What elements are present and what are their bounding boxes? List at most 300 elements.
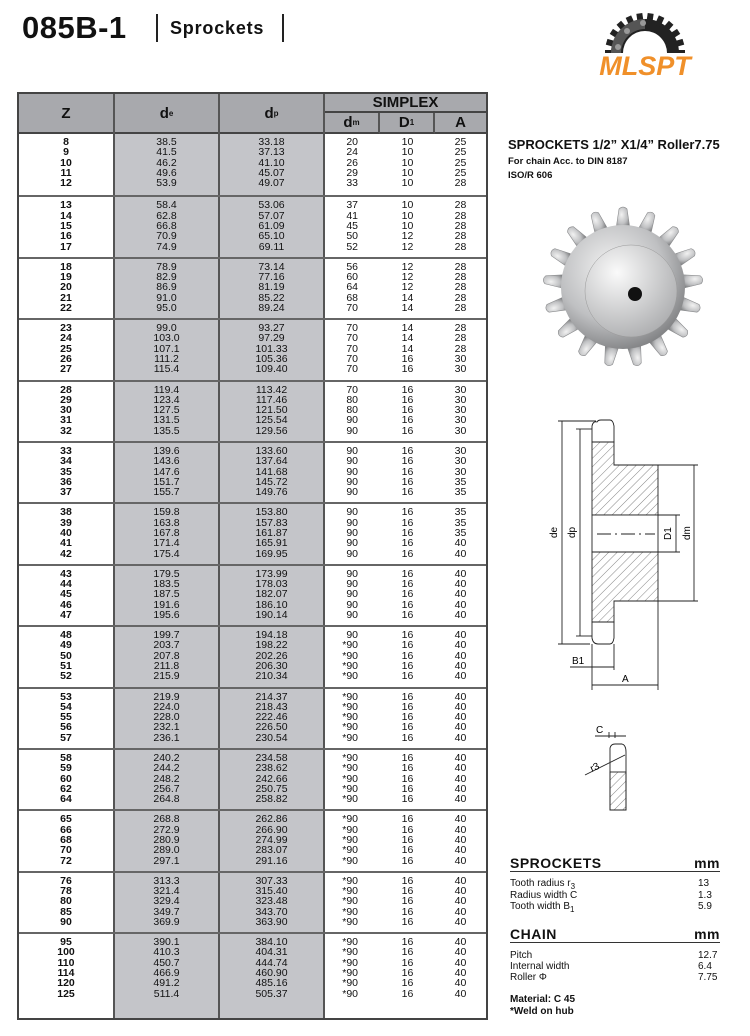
- cell-dm: 90: [346, 578, 358, 591]
- cell-z: 114: [57, 967, 75, 980]
- cell-d1: 16: [401, 608, 414, 621]
- cell-dp: 145.72: [255, 475, 288, 488]
- cell-dm: 90: [346, 598, 358, 611]
- spec-label: Roller Φ: [510, 972, 547, 983]
- cell-de: 207.8: [153, 649, 180, 662]
- cell-z: 65: [60, 813, 72, 826]
- cell-dp: 45.07: [258, 166, 285, 179]
- cell-a: 30: [454, 455, 467, 468]
- cell-z: 19: [60, 271, 72, 284]
- cell-a: 40: [454, 537, 467, 550]
- column-a-cells: [435, 569, 486, 620]
- column-de-cells: [115, 446, 218, 497]
- cell-dp: 109.40: [255, 363, 288, 376]
- cell-de: 127.5: [153, 404, 180, 417]
- column-a-cells: [435, 323, 486, 374]
- cell-a: 30: [454, 424, 467, 437]
- cell-dp: 165.91: [255, 537, 288, 550]
- cell-d1: 16: [401, 506, 414, 519]
- cell-d1: 14: [401, 342, 414, 355]
- cell-dm: *90: [342, 915, 358, 928]
- spec-label: Internal width: [510, 961, 570, 972]
- cell-dp: 363.90: [255, 915, 288, 928]
- cell-dp: 190.14: [255, 608, 288, 621]
- cell-a: 28: [454, 240, 467, 253]
- column-dm-cells: [325, 753, 380, 804]
- cell-dm: 60: [346, 271, 358, 284]
- cell-de: 58.4: [156, 199, 177, 212]
- cell-d1: 10: [401, 209, 414, 222]
- cell-dp: 77.16: [258, 271, 285, 284]
- chain-spec-heading: [510, 926, 720, 943]
- cell-dm: *90: [342, 660, 358, 673]
- cell-de: 369.9: [153, 915, 180, 928]
- divider: [156, 14, 158, 42]
- cell-dp: 73.14: [258, 260, 285, 273]
- cell-de: 70.9: [156, 230, 177, 243]
- cell-dm: *90: [342, 721, 358, 734]
- cell-dm: 90: [346, 455, 358, 468]
- cell-de: 264.8: [153, 793, 180, 806]
- cell-de: 240.2: [153, 752, 180, 764]
- cell-d1: 16: [401, 711, 414, 724]
- column-dp-cells: [220, 262, 323, 313]
- page-title: 085B-1: [22, 10, 127, 45]
- cell-dm: *90: [342, 967, 358, 980]
- label-de: de: [549, 526, 560, 538]
- cell-dm: 29: [346, 166, 358, 179]
- cell-d1: 10: [401, 156, 414, 169]
- column-dp-cells: [220, 323, 323, 374]
- cell-d1: 14: [401, 301, 414, 314]
- cell-a: 40: [454, 885, 467, 898]
- column-d1-cells: [380, 262, 435, 313]
- column-de-cells: [115, 814, 218, 865]
- cell-z: 25: [60, 342, 72, 355]
- cell-dm: 90: [346, 465, 358, 478]
- cell-dm: *90: [342, 833, 358, 846]
- cell-d1: 16: [401, 772, 414, 785]
- column-de-cells: [115, 137, 218, 188]
- cell-de: 147.6: [153, 465, 180, 478]
- cell-de: 167.8: [153, 526, 180, 539]
- cell-z: 52: [60, 670, 72, 683]
- cell-d1: 16: [401, 967, 414, 980]
- column-dp-cells: [220, 446, 323, 497]
- cell-de: 466.9: [153, 967, 180, 980]
- cell-dm: *90: [342, 987, 358, 1000]
- cell-dm: *90: [342, 946, 358, 959]
- cell-de: 219.9: [153, 690, 180, 703]
- cell-de: 179.5: [153, 567, 180, 580]
- cell-dm: 70: [346, 353, 358, 366]
- cell-z: 59: [60, 762, 72, 775]
- spec-value: 7.75: [698, 972, 718, 983]
- cross-section-diagram: [540, 400, 740, 820]
- cell-dp: 485.16: [255, 977, 288, 990]
- column-d1-cells: [380, 137, 435, 188]
- cell-z: 13: [60, 199, 72, 212]
- column-z-cells: [19, 814, 113, 865]
- column-z-cells: [19, 507, 113, 558]
- cell-de: 139.6: [153, 445, 180, 457]
- cell-dm: 41: [346, 209, 358, 222]
- cell-dp: 65.10: [258, 230, 285, 243]
- cell-z: 48: [60, 629, 72, 642]
- cell-a: 40: [454, 772, 467, 785]
- cell-d1: 16: [401, 915, 414, 928]
- cell-d1: 16: [401, 475, 414, 488]
- row-group: [19, 809, 486, 872]
- column-de-cells: [115, 630, 218, 681]
- mlspt-logo: [585, 8, 705, 80]
- column-a-cells: [435, 876, 486, 927]
- cell-de: 199.7: [153, 629, 180, 642]
- cell-d1: 16: [401, 844, 414, 857]
- cell-d1: 16: [401, 414, 414, 427]
- cell-dp: 41.10: [258, 156, 285, 169]
- row-group: [19, 564, 486, 627]
- column-z-cells: [19, 262, 113, 313]
- cell-z: 78: [60, 885, 72, 898]
- cell-z: 17: [60, 240, 72, 253]
- cell-dm: 90: [346, 537, 358, 550]
- cell-a: 40: [454, 752, 467, 764]
- cell-dm: 90: [346, 475, 358, 488]
- cell-a: 40: [454, 936, 467, 949]
- header-a-label: A: [455, 114, 466, 131]
- row-group: [19, 687, 486, 750]
- cell-de: 135.5: [153, 424, 180, 437]
- spec-value: 5.9: [698, 901, 712, 912]
- cell-de: 131.5: [153, 414, 180, 427]
- cell-z: 39: [60, 516, 72, 529]
- cell-dp: 121.50: [255, 404, 288, 417]
- spec-value: 12.7: [698, 950, 718, 961]
- cell-z: 42: [60, 547, 72, 560]
- column-dp-cells: [220, 876, 323, 927]
- cell-d1: 16: [401, 793, 414, 806]
- cell-de: 390.1: [153, 936, 180, 949]
- cell-dp: 291.16: [255, 854, 288, 867]
- cell-dp: 198.22: [255, 639, 288, 652]
- cell-a: 40: [454, 987, 467, 1000]
- cell-d1: 16: [401, 526, 414, 539]
- cell-z: 43: [60, 567, 72, 580]
- column-a-cells: [435, 200, 486, 251]
- cell-dm: *90: [342, 649, 358, 662]
- cell-dp: 505.37: [255, 987, 288, 1000]
- spec-label: Tooth width $B_1$: [510, 901, 575, 914]
- cell-a: 35: [454, 475, 467, 488]
- cell-dp: 226.50: [255, 721, 288, 734]
- cell-dm: *90: [342, 782, 358, 795]
- cell-dm: *90: [342, 844, 358, 857]
- cell-dp: 343.70: [255, 905, 288, 918]
- column-z-cells: [19, 692, 113, 743]
- cell-d1: 10: [401, 199, 414, 212]
- column-de-cells: [115, 262, 218, 313]
- cell-d1: 16: [401, 353, 414, 366]
- cell-de: 86.9: [156, 281, 177, 294]
- cell-dm: *90: [342, 823, 358, 836]
- cell-z: 70: [60, 844, 72, 857]
- cell-dm: 80: [346, 393, 358, 406]
- cell-a: 40: [454, 578, 467, 591]
- cell-de: 491.2: [153, 977, 180, 990]
- cell-a: 30: [454, 383, 467, 396]
- cell-a: 35: [454, 506, 467, 519]
- cell-de: 321.4: [153, 885, 180, 898]
- spec-label: Radius width C: [510, 890, 578, 901]
- cell-z: 49: [60, 639, 72, 652]
- cell-z: 34: [60, 455, 72, 468]
- column-dp-cells: [220, 137, 323, 188]
- cell-dp: 238.62: [255, 762, 288, 775]
- cell-d1: 16: [401, 874, 414, 887]
- column-dm-cells: [325, 692, 380, 743]
- cell-d1: 12: [401, 260, 414, 273]
- cell-d1: 16: [401, 936, 414, 949]
- column-z-cells: [19, 630, 113, 681]
- column-z-cells: [19, 569, 113, 620]
- column-d1-cells: [380, 569, 435, 620]
- header-a: [435, 113, 486, 134]
- column-a-cells: [435, 630, 486, 681]
- cell-dp: 404.31: [255, 946, 288, 959]
- column-z-cells: [19, 200, 113, 251]
- cell-dp: 117.46: [255, 393, 288, 406]
- cell-d1: 16: [401, 649, 414, 662]
- cell-de: 82.9: [156, 271, 177, 284]
- cell-a: 30: [454, 393, 467, 406]
- cell-d1: 16: [401, 465, 414, 478]
- cell-de: 236.1: [153, 731, 180, 744]
- cell-de: 203.7: [153, 639, 180, 652]
- column-de-cells: [115, 323, 218, 374]
- cell-a: 40: [454, 762, 467, 775]
- cell-d1: 16: [401, 895, 414, 908]
- cell-de: 49.6: [156, 166, 177, 179]
- cell-a: 40: [454, 905, 467, 918]
- column-dp-cells: [220, 692, 323, 743]
- cell-d1: 16: [401, 363, 414, 376]
- chain-spec-title: CHAIN: [510, 926, 557, 942]
- cell-dm: 70: [346, 383, 358, 396]
- cell-a: 40: [454, 700, 467, 713]
- cell-dp: 85.22: [258, 291, 285, 304]
- cell-dp: 444.74: [255, 956, 288, 969]
- cell-a: 40: [454, 782, 467, 795]
- cell-z: 68: [60, 833, 72, 846]
- cell-z: 24: [60, 332, 72, 345]
- cell-dp: 57.07: [258, 209, 285, 222]
- cell-z: 110: [57, 956, 75, 969]
- column-de-cells: [115, 385, 218, 436]
- cell-dp: 178.03: [255, 578, 288, 591]
- cell-z: 53: [60, 690, 72, 703]
- cell-a: 40: [454, 588, 467, 601]
- column-z-cells: [19, 323, 113, 374]
- cell-a: 40: [454, 639, 467, 652]
- cell-z: 41: [60, 537, 72, 550]
- cell-dp: 307.33: [255, 874, 288, 887]
- cell-dm: *90: [342, 977, 358, 990]
- cell-d1: 16: [401, 700, 414, 713]
- cell-a: 40: [454, 567, 467, 580]
- cell-d1: 16: [401, 516, 414, 529]
- header-dm-label: d: [343, 114, 353, 131]
- cell-de: 151.7: [153, 475, 180, 488]
- sprocket-table: [17, 92, 488, 1020]
- spec-label: Pitch: [510, 950, 533, 961]
- cell-a: 35: [454, 516, 467, 529]
- column-z-cells: [19, 137, 113, 188]
- cell-de: 99.0: [156, 322, 177, 335]
- cell-de: 329.4: [153, 895, 180, 908]
- cell-dm: 90: [346, 486, 358, 499]
- header-dm-sub: m: [352, 118, 360, 127]
- cell-dm: 90: [346, 588, 358, 601]
- cell-z: 47: [60, 608, 72, 621]
- cell-de: 511.4: [153, 987, 180, 1000]
- divider: [282, 14, 284, 42]
- product-heading: SPROCKETS 1/2” X1/4” Roller7.75: [508, 137, 720, 152]
- cell-dp: 153.80: [255, 506, 288, 519]
- cell-z: 33: [60, 445, 72, 457]
- row-group: [19, 871, 486, 934]
- row-group: [19, 441, 486, 504]
- cell-a: 28: [454, 291, 467, 304]
- cell-a: 25: [454, 156, 467, 169]
- header-dp-label: d: [264, 104, 274, 122]
- cell-a: 28: [454, 322, 467, 335]
- cell-dp: 202.26: [255, 649, 288, 662]
- cell-z: 55: [60, 711, 72, 724]
- cell-dp: 49.07: [258, 177, 285, 190]
- column-d1-cells: [380, 630, 435, 681]
- cell-d1: 16: [401, 823, 414, 836]
- label-b1: B1: [572, 656, 585, 667]
- weld-note: *Weld on hub: [510, 1006, 574, 1017]
- cell-z: 14: [60, 209, 72, 222]
- cell-a: 40: [454, 833, 467, 846]
- cell-de: 215.9: [153, 670, 180, 683]
- cell-de: 349.7: [153, 905, 180, 918]
- column-a-cells: [435, 262, 486, 313]
- cell-dp: 460.90: [255, 967, 288, 980]
- cell-z: 72: [60, 854, 72, 867]
- cell-dm: 70: [346, 363, 358, 376]
- header-d1-sub: 1: [409, 118, 415, 127]
- column-a-cells: [435, 385, 486, 436]
- label-a: A: [622, 674, 629, 685]
- column-dm-cells: [325, 937, 380, 999]
- cell-dm: *90: [342, 956, 358, 969]
- cell-d1: 16: [401, 752, 414, 764]
- cell-z: 22: [60, 301, 72, 314]
- cell-a: 40: [454, 547, 467, 560]
- cell-dm: 64: [346, 281, 358, 294]
- cell-d1: 16: [401, 383, 414, 396]
- cell-de: 187.5: [153, 588, 180, 601]
- cell-a: 40: [454, 895, 467, 908]
- cell-dm: *90: [342, 874, 358, 887]
- header-d1: [380, 113, 435, 134]
- cell-d1: 16: [401, 762, 414, 775]
- column-d1-cells: [380, 692, 435, 743]
- cell-a: 40: [454, 690, 467, 703]
- cell-dp: 258.82: [255, 793, 288, 806]
- cell-dm: *90: [342, 905, 358, 918]
- cell-z: 11: [60, 166, 72, 179]
- label-r3: r3: [588, 760, 602, 775]
- cell-dp: 105.36: [255, 353, 288, 366]
- cell-d1: 10: [401, 219, 414, 232]
- cell-z: 16: [60, 230, 72, 243]
- column-dp-cells: [220, 507, 323, 558]
- cell-d1: 16: [401, 782, 414, 795]
- cell-a: 40: [454, 731, 467, 744]
- header-dm: [325, 113, 380, 134]
- cell-a: 28: [454, 332, 467, 345]
- cell-dm: 90: [346, 516, 358, 529]
- cell-d1: 16: [401, 833, 414, 846]
- cell-a: 40: [454, 608, 467, 621]
- column-dp-cells: [220, 385, 323, 436]
- cell-de: 183.5: [153, 578, 180, 591]
- cell-z: 80: [60, 895, 72, 908]
- cell-de: 313.3: [153, 874, 180, 887]
- column-de-cells: [115, 753, 218, 804]
- cell-d1: 10: [401, 136, 414, 148]
- cell-z: 120: [57, 977, 75, 990]
- header-simplex-label: SIMPLEX: [372, 94, 439, 111]
- cell-d1: 16: [401, 721, 414, 734]
- column-d1-cells: [380, 446, 435, 497]
- column-a-cells: [435, 446, 486, 497]
- cell-dm: *90: [342, 639, 358, 652]
- sprockets-spec-unit: mm: [694, 855, 720, 871]
- cell-dm: *90: [342, 895, 358, 908]
- cell-z: 50: [60, 649, 72, 662]
- column-d1-cells: [380, 937, 435, 999]
- column-z-cells: [19, 753, 113, 804]
- cell-de: 175.4: [153, 547, 180, 560]
- cell-dm: *90: [342, 772, 358, 785]
- column-d1-cells: [380, 876, 435, 927]
- cell-d1: 16: [401, 956, 414, 969]
- cell-a: 30: [454, 414, 467, 427]
- cell-a: 40: [454, 967, 467, 980]
- cell-de: 95.0: [156, 301, 177, 314]
- cell-d1: 12: [401, 230, 414, 243]
- cell-a: 40: [454, 649, 467, 662]
- cell-d1: 14: [401, 291, 414, 304]
- cell-a: 28: [454, 342, 467, 355]
- cell-z: 36: [60, 475, 72, 488]
- cell-dm: *90: [342, 731, 358, 744]
- cell-dm: 90: [346, 629, 358, 642]
- cell-z: 66: [60, 823, 72, 836]
- column-de-cells: [115, 569, 218, 620]
- header-z: [19, 94, 115, 134]
- spec-row: [510, 973, 720, 983]
- cell-dp: 230.54: [255, 731, 288, 744]
- cell-d1: 16: [401, 588, 414, 601]
- header-dp: [220, 94, 325, 134]
- cell-dm: *90: [342, 752, 358, 764]
